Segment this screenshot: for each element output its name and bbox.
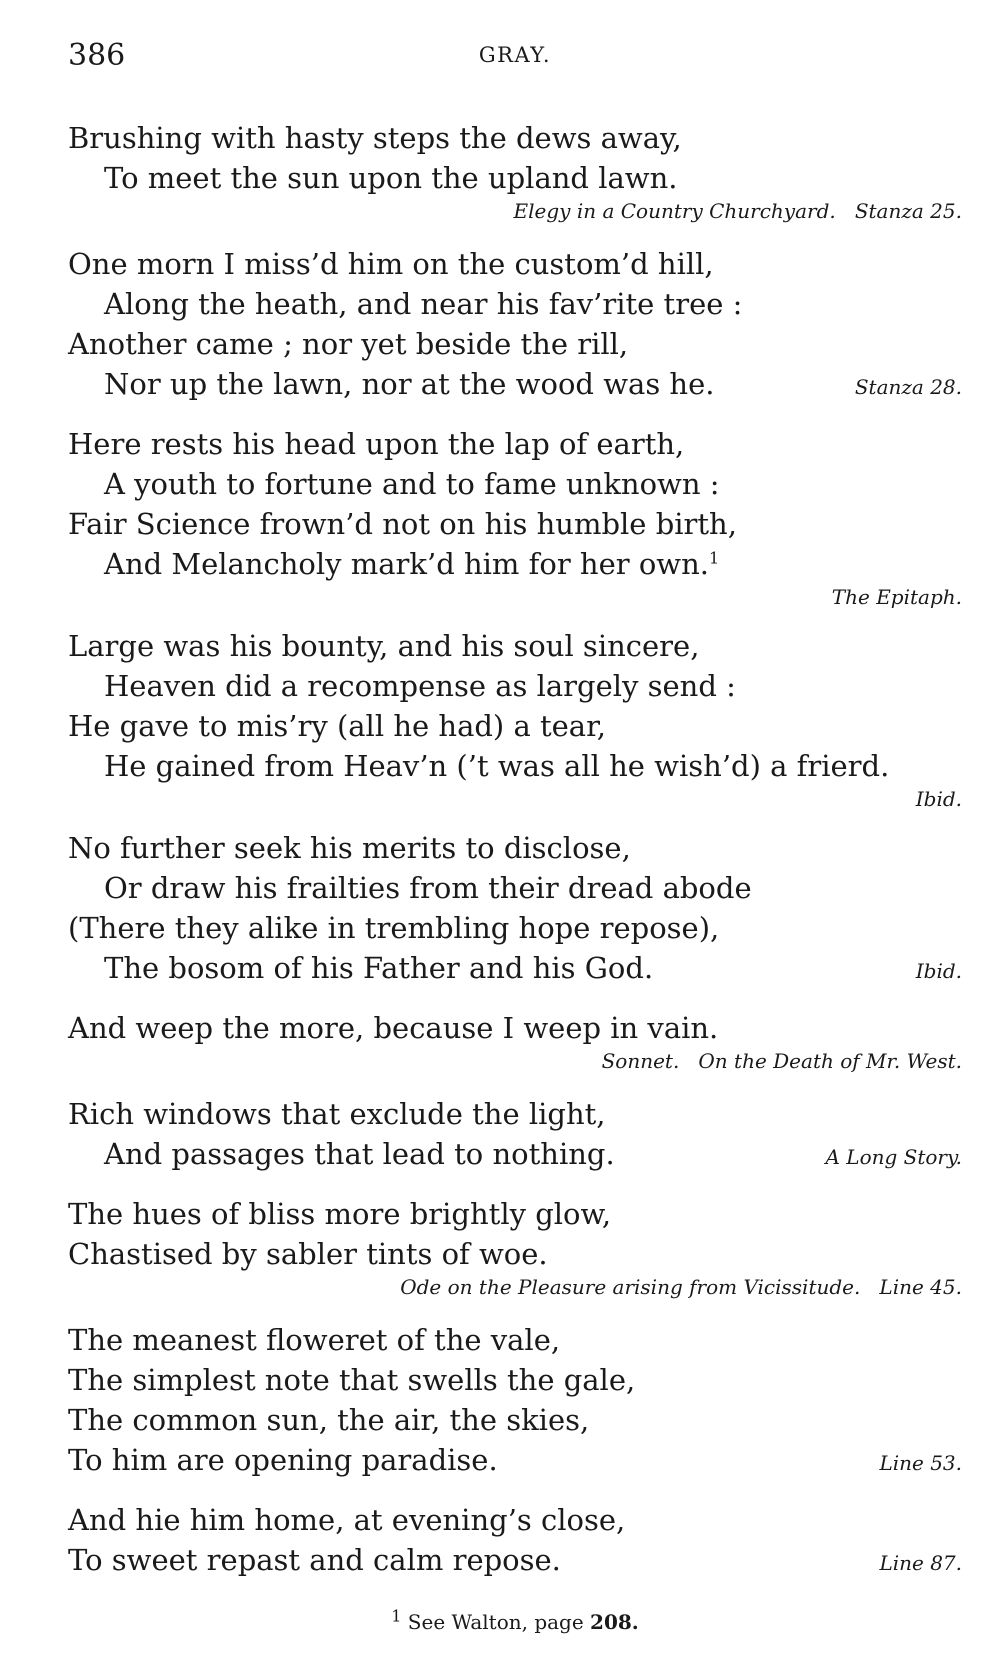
verse-line: A youth to fortune and to fame unknown : bbox=[104, 467, 720, 501]
verse-line: Along the heath, and near his fav’rite tree : bbox=[104, 287, 743, 321]
verse-line-text: And Melancholy mark’d him for her own. bbox=[104, 547, 710, 581]
page-number: 386 bbox=[68, 38, 126, 73]
verse-line: The common sun, the air, the skies, bbox=[68, 1403, 590, 1437]
citation: Elegy in a Country Churchyard. Stanza 25. bbox=[513, 199, 962, 223]
verse-line: And weep the more, because I weep in vain. bbox=[68, 1011, 719, 1045]
running-head: GRAY. bbox=[478, 43, 552, 67]
footnote-mark: 1 bbox=[391, 1606, 402, 1626]
footnote-page-ref: 208. bbox=[590, 1610, 639, 1634]
quotation bbox=[68, 424, 962, 610]
quotations bbox=[68, 118, 962, 1600]
verse-line: He gained from Heav’n (’t was all he wish’d) a frierd. bbox=[104, 749, 890, 783]
quotation bbox=[68, 1008, 962, 1074]
quotation bbox=[68, 1094, 962, 1174]
verse-line: The simplest note that swells the gale, bbox=[68, 1363, 636, 1397]
citation: Ibid. bbox=[915, 959, 962, 983]
verse-line: The meanest floweret of the vale, bbox=[68, 1323, 561, 1357]
quotation bbox=[68, 1194, 962, 1300]
verse-line: Or draw his frailties from their dread abode bbox=[104, 871, 752, 905]
verse-line: Rich windows that exclude the light, bbox=[68, 1097, 606, 1131]
verse-line: Large was his bounty, and his soul sincere, bbox=[68, 629, 700, 663]
quotation bbox=[68, 1500, 962, 1580]
citation: Line 87. bbox=[879, 1551, 962, 1575]
verse-line: No further seek his merits to disclose, bbox=[68, 831, 631, 865]
citation: Ode on the Pleasure arising from Vicissitude. Line 45. bbox=[400, 1275, 962, 1299]
verse-line: (There they alike in trembling hope repose), bbox=[68, 911, 720, 945]
verse-line: And hie him home, at evening’s close, bbox=[68, 1503, 626, 1537]
verse-line: Chastised by sabler tints of woe. bbox=[68, 1237, 548, 1271]
citation: Line 53. bbox=[879, 1451, 962, 1475]
quotation bbox=[68, 244, 962, 404]
quotation bbox=[68, 1320, 962, 1480]
citation: Sonnet. On the Death of Mr. West. bbox=[601, 1049, 962, 1073]
verse-line: Brushing with hasty steps the dews away, bbox=[68, 121, 682, 155]
verse-line: Fair Science frown’d not on his humble birth, bbox=[68, 507, 737, 541]
verse-line: Another came ; nor yet beside the rill, bbox=[68, 327, 629, 361]
page-header bbox=[68, 38, 962, 88]
verse-line: To sweet repast and calm repose. bbox=[68, 1543, 561, 1577]
verse-line: The hues of bliss more brightly glow, bbox=[68, 1197, 612, 1231]
verse-line: To meet the sun upon the upland lawn. bbox=[104, 161, 678, 195]
verse-line: Heaven did a recompense as largely send : bbox=[104, 669, 736, 703]
quotation bbox=[68, 626, 962, 812]
verse-line: One morn I miss’d him on the custom’d hill, bbox=[68, 247, 714, 281]
citation: Stanza 28. bbox=[854, 375, 962, 399]
quotation bbox=[68, 828, 962, 988]
verse-line: He gave to mis’ry (all he had) a tear, bbox=[68, 709, 606, 743]
citation: Ibid. bbox=[915, 787, 962, 811]
footnote bbox=[68, 1606, 962, 1634]
book-page bbox=[68, 38, 962, 1648]
verse-line: Nor up the lawn, nor at the wood was he. bbox=[104, 367, 715, 401]
verse-line: Here rests his head upon the lap of earth, bbox=[68, 427, 685, 461]
verse-line: The bosom of his Father and his God. bbox=[104, 951, 654, 985]
citation: A Long Story. bbox=[825, 1145, 962, 1169]
footnote-text: See Walton, page bbox=[407, 1610, 591, 1634]
verse-line: To him are opening paradise. bbox=[68, 1443, 498, 1477]
citation: The Epitaph. bbox=[831, 585, 962, 609]
quotation bbox=[68, 118, 962, 224]
footnote-marker: 1 bbox=[709, 548, 720, 568]
verse-line: And passages that lead to nothing. bbox=[104, 1137, 615, 1171]
verse-line bbox=[68, 544, 962, 584]
